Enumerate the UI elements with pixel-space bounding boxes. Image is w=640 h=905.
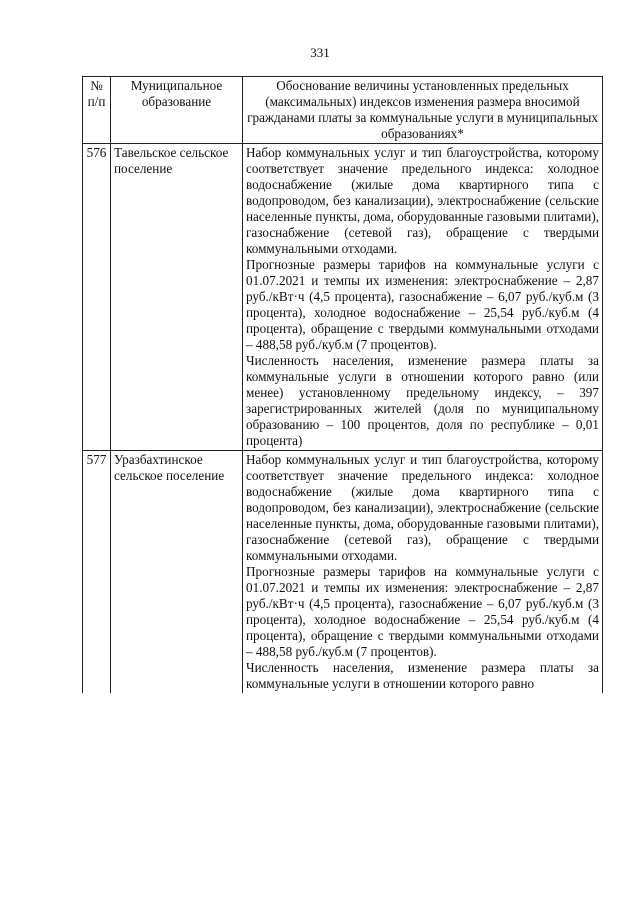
row-justification (243, 144, 603, 451)
table-row (83, 144, 603, 451)
page-number: 331 (310, 45, 330, 60)
table-row (83, 451, 603, 694)
table-header-row (83, 77, 603, 144)
header-number: № п/п (83, 77, 111, 144)
row-number: 576 (83, 144, 111, 451)
header-municipality: Муниципальное образование (111, 77, 243, 144)
row-number: 577 (83, 451, 111, 694)
paragraph-services: Набор коммунальных услуг и тип благоустройства, которому соответствует значение предельного индекса: холодное водоснабжение (жилые дома квартирного типа с водопроводом, без канализации), электроснабжение (сельские населенные пункты, дома, оборудованные газовыми плитами), газоснабжение (сетевой газ), обращение с твердыми коммунальными отходами. (246, 452, 600, 563)
tariff-table (82, 76, 603, 693)
row-justification (243, 451, 603, 694)
row-municipality: Уразбахтинское сельское поселение (111, 451, 243, 694)
header-justification: Обоснование величины установленных предельных (максимальных) индексов изменения размера вносимой гражданами платы за коммунальные услуги в муниципальных образованиях* (243, 77, 603, 144)
row-municipality: Тавельское сельское поселение (111, 144, 243, 451)
paragraph-tariffs: Прогнозные размеры тарифов на коммунальные услуги с 01.07.2021 и темпы их изменения: электроснабжение – 2,87 руб./кВт·ч (4,5 процента), газоснабжение – 6,07 руб./куб.м (3 процента), холодное водоснабжение – 25,54 руб./куб.м (4 процента), обращение с твердыми коммунальными отходами – 488,58 руб./куб.м (7 процентов). (246, 564, 599, 659)
paragraph-tariffs: Прогнозные размеры тарифов на коммунальные услуги с 01.07.2021 и темпы их изменения: электроснабжение – 2,87 руб./кВт·ч (4,5 процента), газоснабжение – 6,07 руб./куб.м (3 процента), холодное водоснабжение – 25,54 руб./куб.м (4 процента), обращение с твердыми коммунальными отходами – 488,58 руб./куб.м (7 процентов). (246, 257, 599, 352)
paragraph-population: Численность населения, изменение размера платы за коммунальные услуги в отношении которого равно (246, 660, 599, 691)
paragraph-services: Набор коммунальных услуг и тип благоустройства, которому соответствует значение предельного индекса: холодное водоснабжение (жилые дома квартирного типа с водопроводом, без канализации), электроснабжение (сельские населенные пункты, дома, оборудованные газовыми плитами), газоснабжение (сетевой газ), обращение с твердыми коммунальными отходами. (246, 145, 600, 256)
paragraph-population: Численность населения, изменение размера платы за коммунальные услуги в отношении которого равно (или менее) установленному предельному индексу, – 397 зарегистрированных жителей (доля по муниципальному образованию – 100 процентов, доля по республике – 0,01 процента) (246, 353, 599, 448)
